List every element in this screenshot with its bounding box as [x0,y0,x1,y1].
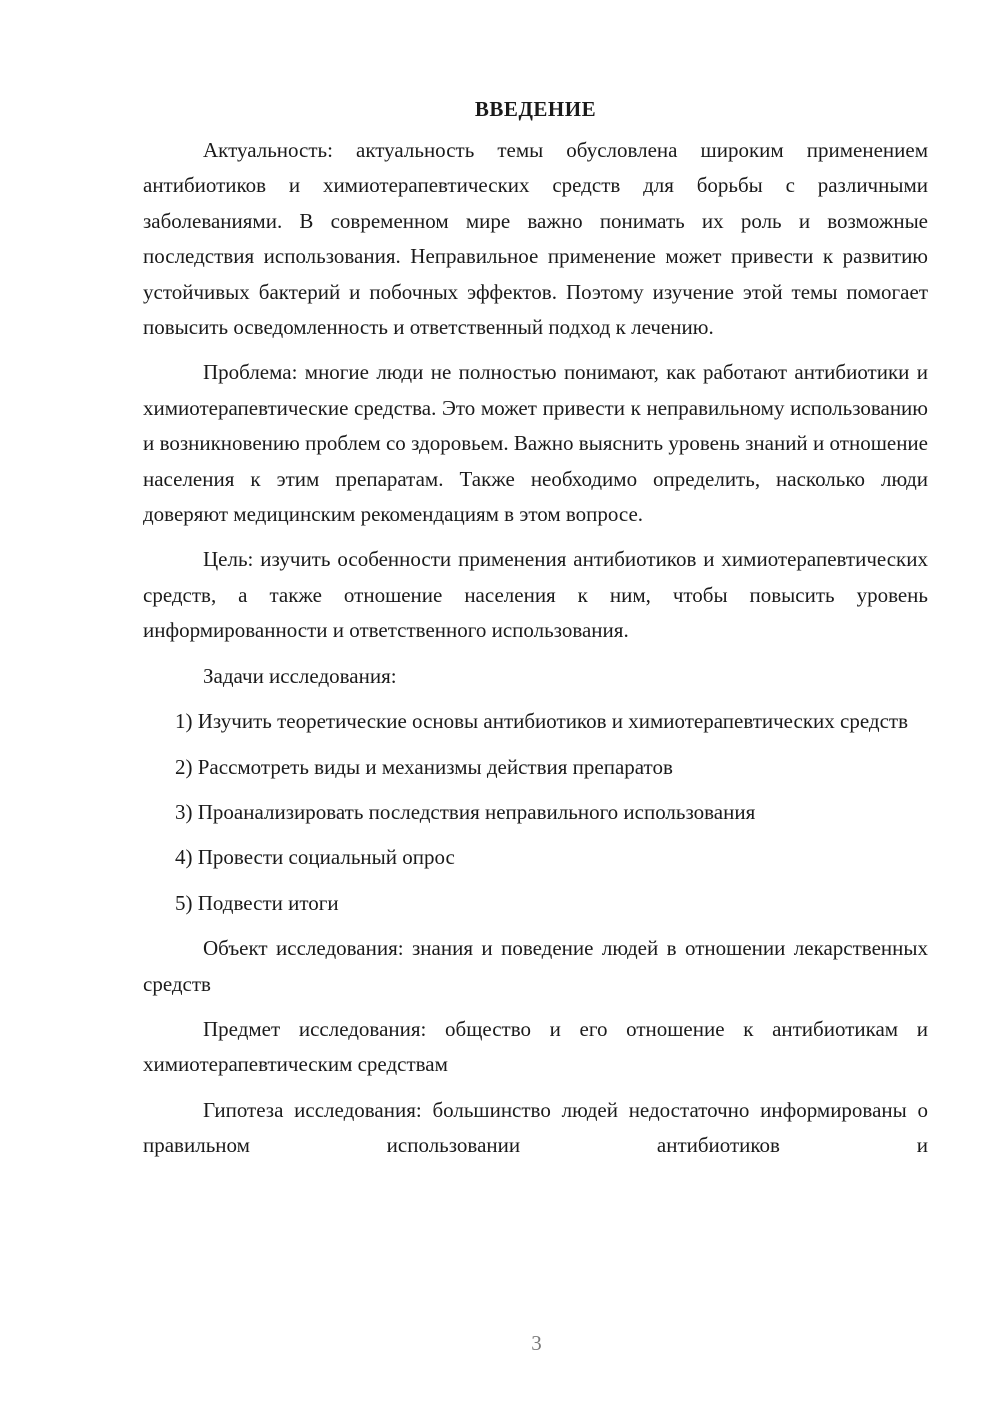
task-item-5: 5) Подвести итоги [175,890,339,915]
problem-paragraph: Проблема: многие люди не полностью понимают, как работают антибиотики и химиотерапевтические средства. Это может привести к неправильному использованию и возникновению проблем со здоровьем. Важно выяснить уровень знаний и отношение населения к этим препаратам. Также необходимо определить, насколько люди доверяют медицинским рекомендациям в этом вопросе. [143,360,928,527]
task-item-4: 4) Провести социальный опрос [175,845,455,870]
tasks-heading: Задачи исследования: [203,663,397,688]
subject-paragraph: Предмет исследования: общество и его отношение к антибиотикам и химиотерапевтическим средствам [143,1016,928,1077]
task-item-3: 3) Проанализировать последствия неправильного использования [175,799,756,824]
hypothesis-paragraph: Гипотеза исследования: большинство людей недостаточно информированы о правильном использовании антибиотиков и [143,1097,928,1158]
section-title: ВВЕДЕНИЕ [474,97,597,121]
relevance-paragraph: Актуальность: актуальность темы обусловлена широким применением антибиотиков и химиотерапевтических средств для борьбы с различными заболеваниями. В современном мире важно понимать их роль и возможные последствия использования. Неправильное применение может привести к развитию устойчивых бактерий и побочных эффектов. Поэтому изучение этой темы помогает повысить осведомленность и ответственный подход к лечению. [143,138,928,340]
goal-paragraph: Цель: изучить особенности применения антибиотиков и химиотерапевтических средств, а также отношение населения к ним, чтобы повысить уровень информированности и ответственного использования. [143,547,928,643]
document-page [143,92,928,1174]
page-number: 3 [531,1331,542,1355]
task-item-2: 2) Рассмотреть виды и механизмы действия препаратов [175,754,673,779]
task-item-1: 1) Изучить теоретические основы антибиотиков и химиотерапевтических средств [175,709,909,734]
object-paragraph: Объект исследования: знания и поведение людей в отношении лекарственных средств [143,936,928,996]
